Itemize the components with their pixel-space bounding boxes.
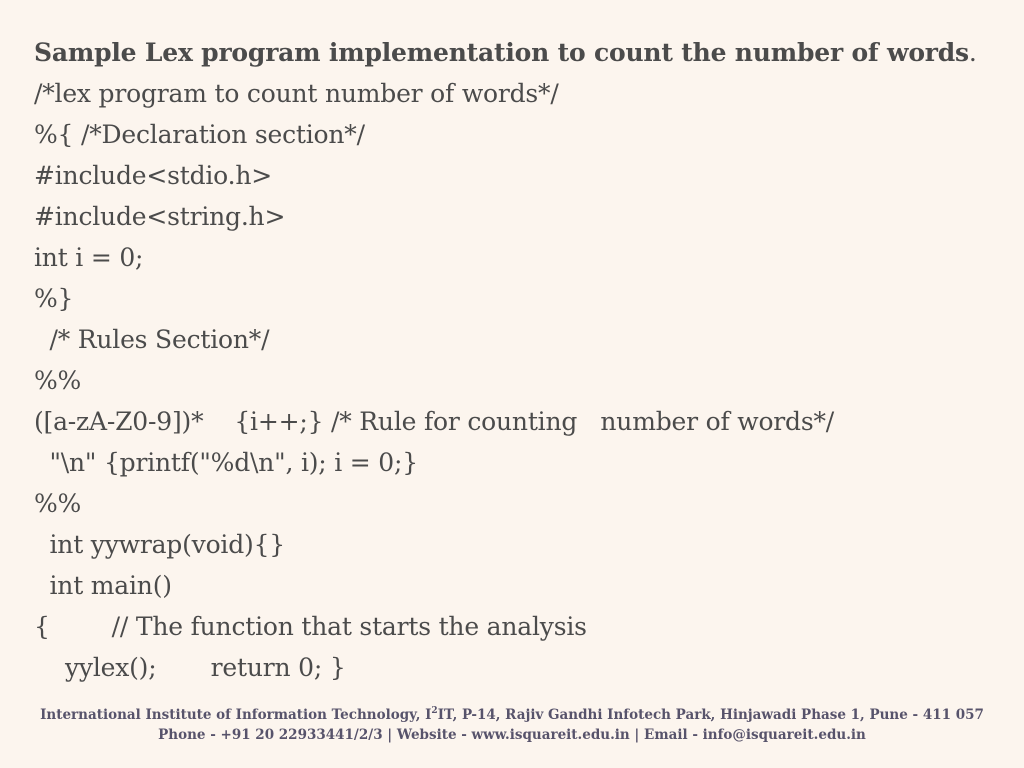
code-line: ([a-zA-Z0-9])* {i++;} /* Rule for counting number of words*/	[34, 407, 835, 436]
slide-title-text: Sample Lex program implementation to count the number of words	[34, 38, 969, 67]
footer-address-suffix: IT, P-14, Rajiv Gandhi Infotech Park, Hinjawadi Phase 1, Pune - 411 057	[437, 707, 984, 723]
code-line: #include<string.h>	[34, 202, 286, 231]
code-line: int yywrap(void){}	[34, 530, 285, 559]
code-line: int i = 0;	[34, 243, 144, 272]
code-line: yylex(); return 0; }	[34, 653, 346, 682]
footer-address-prefix: International Institute of Information Technology, I	[40, 707, 432, 723]
code-line: /*lex program to count number of words*/	[34, 79, 559, 108]
footer-contact: Phone - +91 20 22933441/2/3 | Website - www.isquareit.edu.in | Email - info@isquareit.edu.in	[158, 727, 866, 743]
code-line: #include<stdio.h>	[34, 161, 272, 190]
code-line: %%	[34, 366, 82, 395]
code-line: int main()	[34, 571, 172, 600]
code-line: %}	[34, 284, 74, 313]
footer-address	[0, 706, 1024, 723]
slide-title	[34, 38, 977, 67]
code-line: %%	[34, 489, 82, 518]
code-line: /* Rules Section*/	[34, 325, 270, 354]
footer-address-superscript: 2	[431, 706, 438, 716]
code-line: %{ /*Declaration section*/	[34, 120, 365, 149]
code-line: { // The function that starts the analysis	[34, 612, 587, 641]
code-line: "\n" {printf("%d\n", i); i = 0;}	[34, 448, 418, 477]
slide-title-period: .	[968, 38, 977, 67]
